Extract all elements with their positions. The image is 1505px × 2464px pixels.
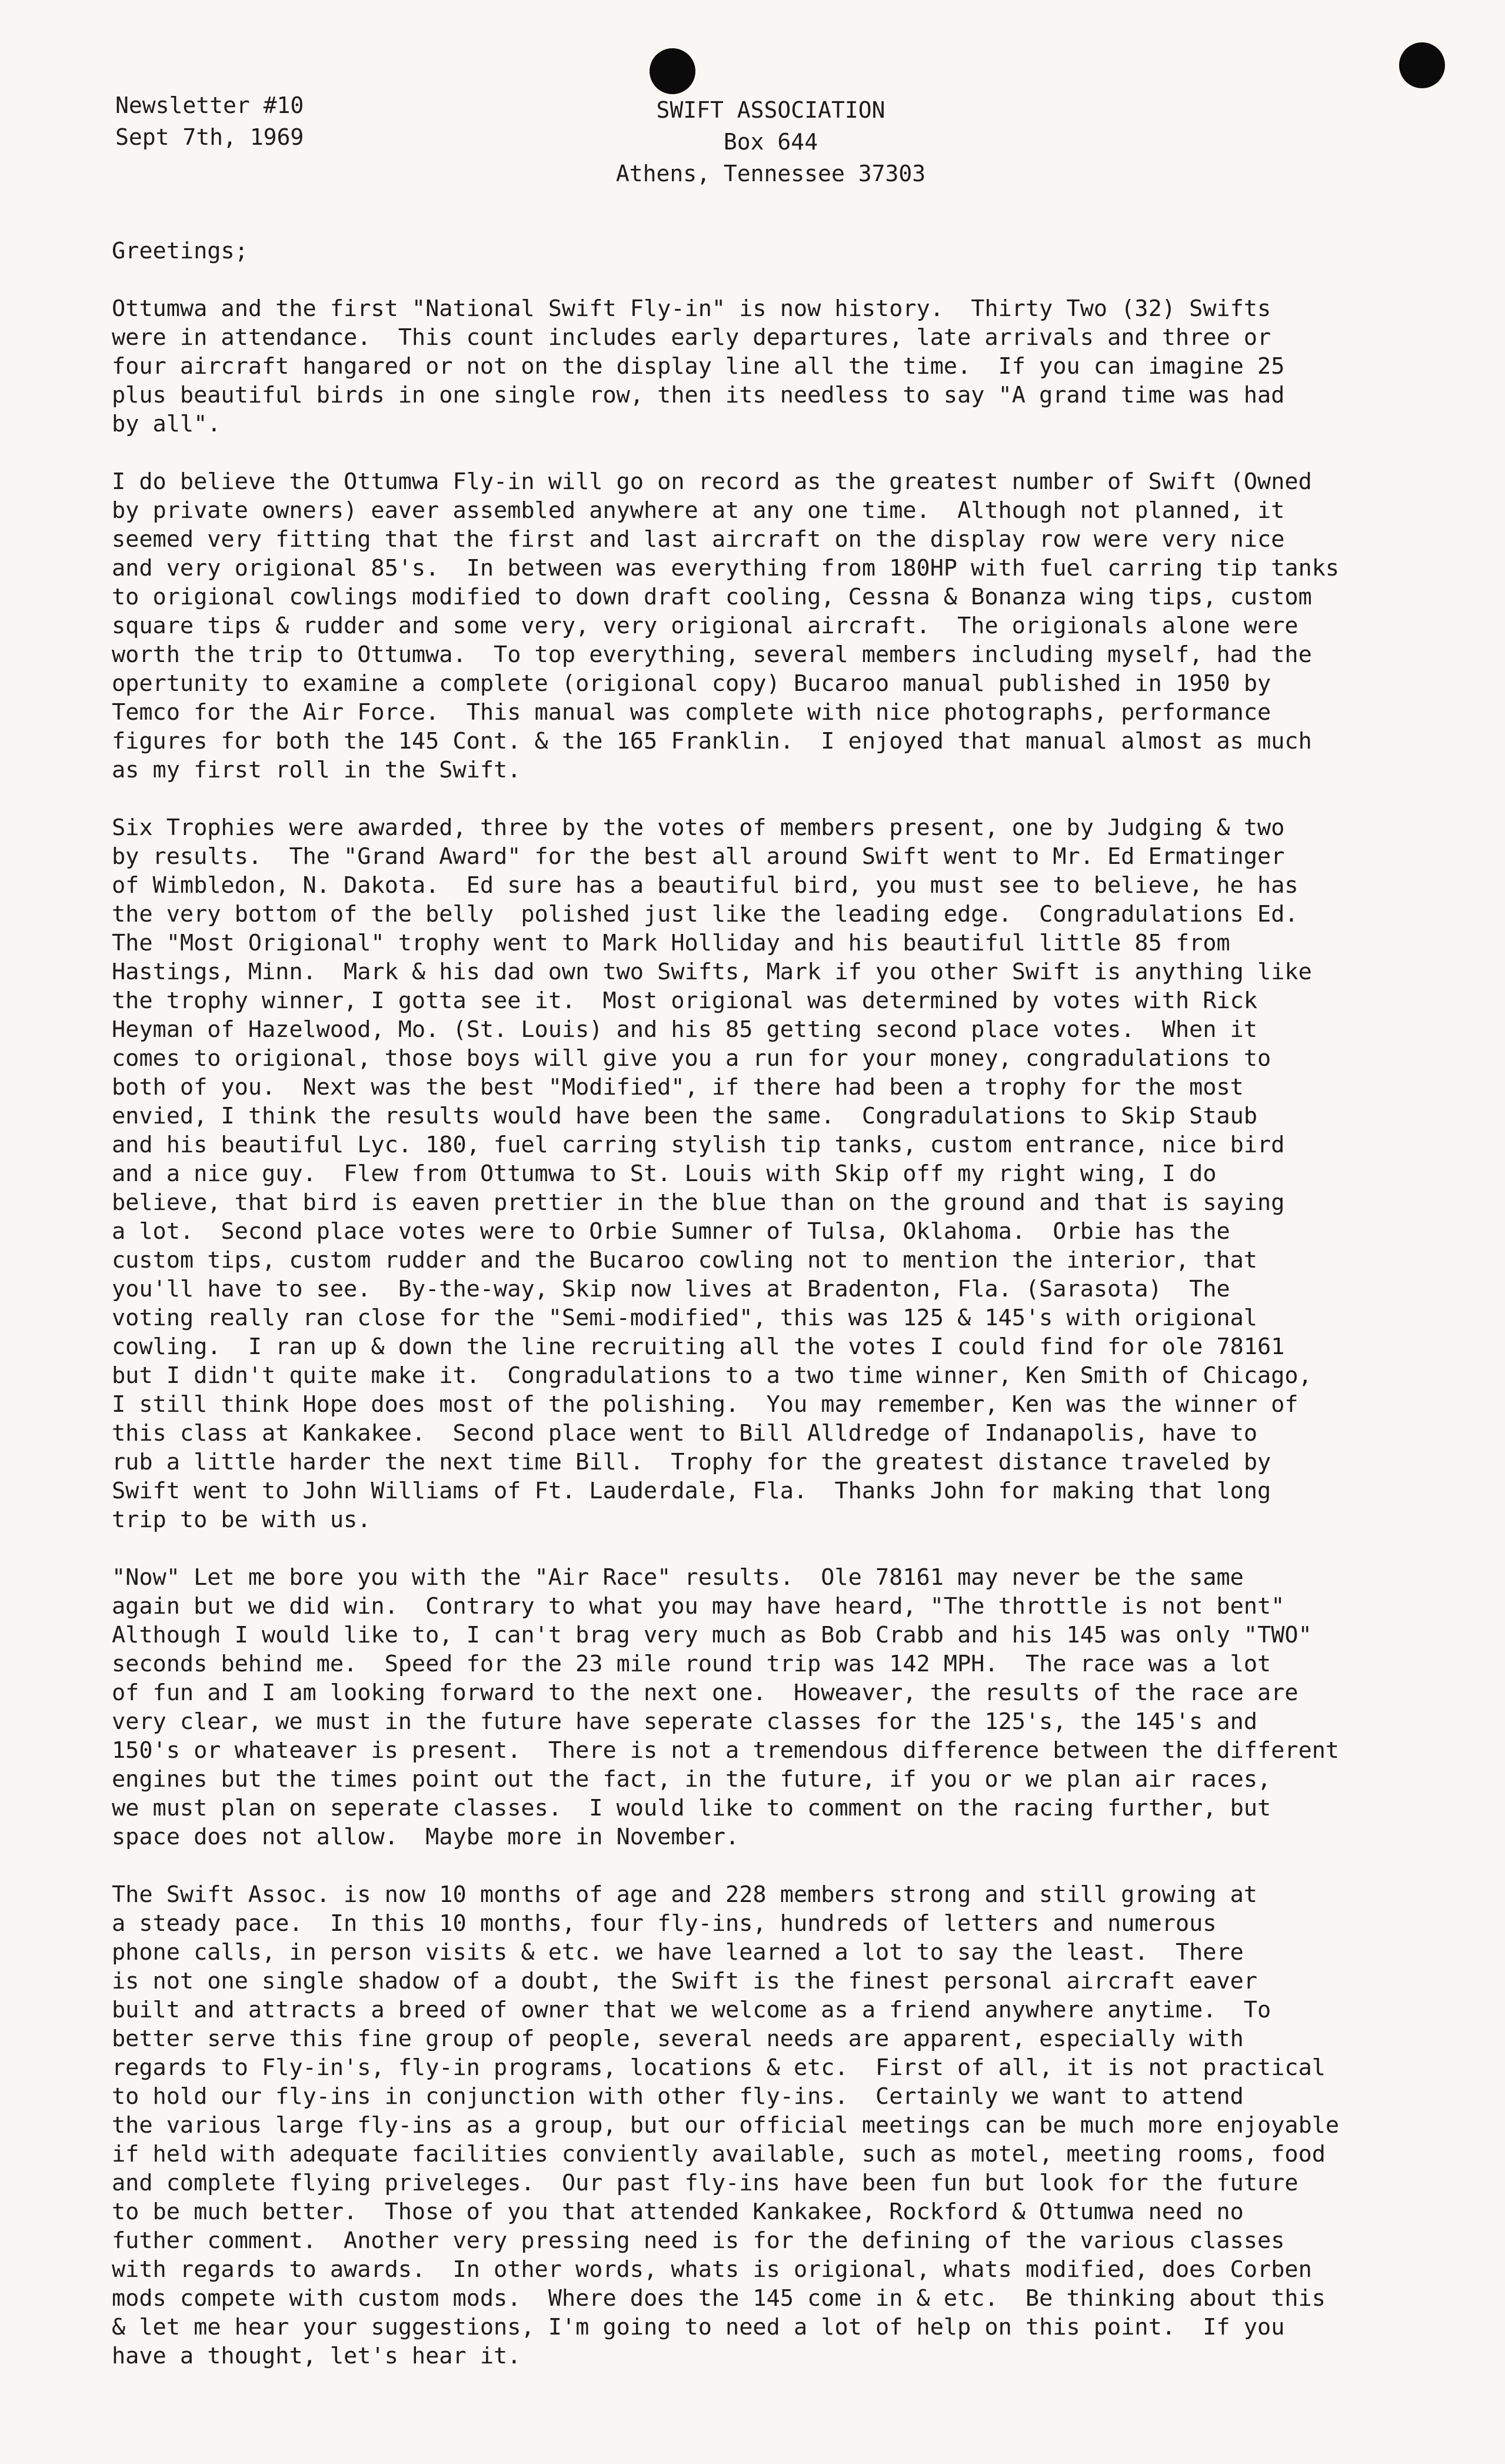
- text-line: of Wimbledon, N. Dakota. Ed sure has a beautiful bird, you must see to believe, he has: [112, 872, 1298, 899]
- text-line: mods compete with custom mods. Where does the 145 come in & etc. Be thinking about this: [112, 2285, 1326, 2312]
- paragraph-list: [112, 294, 1412, 2370]
- text-line: both of you. Next was the best "Modified", if there had been a trophy for the most: [112, 1074, 1244, 1100]
- text-line: figures for both the 145 Cont. & the 165 Franklin. I enjoyed that manual almost as much: [112, 728, 1312, 754]
- newsletter-number: Newsletter #10: [115, 92, 304, 118]
- text-line: cowling. I ran up & down the line recruiting all the votes I could find for ole 78161: [112, 1334, 1285, 1360]
- text-line: by results. The "Grand Award" for the best all around Swift went to Mr. Ed Ermatinger: [112, 843, 1285, 870]
- text-line: phone calls, in person visits & etc. we have learned a lot to say the least. There: [112, 1939, 1244, 1966]
- text-line: Hastings, Minn. Mark & his dad own two Swifts, Mark if you other Swift is anything like: [112, 959, 1312, 985]
- text-line: with regards to awards. In other words, whats is origional, whats modified, does Corben: [112, 2256, 1312, 2283]
- text-line: but I didn't quite make it. Congradulations to a two time winner, Ken Smith of Chicago,: [112, 1362, 1312, 1389]
- text-line: Ottumwa and the first "National Swift Fly-in" is now history. Thirty Two (32) Swifts: [112, 295, 1271, 322]
- paragraph: [112, 813, 1412, 1534]
- letterhead-address: [565, 94, 977, 189]
- text-line: believe, that bird is eaven prettier in the blue than on the ground and that is saying: [112, 1189, 1285, 1216]
- city-state-zip: Athens, Tennessee 37303: [615, 161, 926, 187]
- newsletter-id-block: [115, 89, 304, 153]
- text-line: built and attracts a breed of owner that we welcome as a friend anywhere anytime. To: [112, 1997, 1271, 2023]
- text-line: futher comment. Another very pressing need is for the defining of the various classes: [112, 2227, 1285, 2254]
- text-line: were in attendance. This count includes early departures, late arrivals and three or: [112, 324, 1271, 351]
- text-line: Temco for the Air Force. This manual was complete with nice photographs, performance: [112, 699, 1271, 726]
- text-line: the trophy winner, I gotta see it. Most origional was determined by votes with Rick: [112, 987, 1258, 1014]
- text-line: rub a little harder the next time Bill. Trophy for the greatest distance traveled by: [112, 1449, 1271, 1475]
- text-line: plus beautiful birds in one single row, then its needless to say "A grand time was had: [112, 382, 1285, 408]
- text-line: have a thought, let's hear it.: [112, 2343, 521, 2369]
- text-line: a lot. Second place votes were to Orbie Sumner of Tulsa, Oklahoma. Orbie has the: [112, 1218, 1230, 1245]
- text-line: is not one single shadow of a doubt, the Swift is the finest personal aircraft eaver: [112, 1968, 1258, 1994]
- text-line: I do believe the Ottumwa Fly-in will go on record as the greatest number of Swift (Owned: [112, 468, 1312, 495]
- text-line: custom tips, custom rudder and the Bucaroo cowling not to mention the interior, that: [112, 1247, 1258, 1273]
- text-line: by all".: [112, 411, 221, 437]
- text-line: and very origional 85's. In between was everything from 180HP with fuel carring tip tanks: [112, 555, 1340, 581]
- text-line: regards to Fly-in's, fly-in programs, locations & etc. First of all, it is not practical: [112, 2054, 1326, 2081]
- text-line: Swift went to John Williams of Ft. Lauderdale, Fla. Thanks John for making that long: [112, 1478, 1271, 1504]
- text-line: by private owners) eaver assembled anywhere at any one time. Although not planned, it: [112, 497, 1285, 524]
- po-box: Box 644: [723, 129, 818, 155]
- binder-hole-left: [650, 48, 695, 94]
- letter-body: [112, 237, 1412, 2370]
- binder-hole-right: [1399, 42, 1445, 88]
- text-line: the various large fly-ins as a group, but our official meetings can be much more enjoyable: [112, 2112, 1340, 2139]
- text-line: seconds behind me. Speed for the 23 mile round trip was 142 MPH. The race was a lot: [112, 1651, 1271, 1677]
- text-line: The "Most Origional" trophy went to Mark Holliday and his beautiful little 85 from: [112, 930, 1230, 956]
- text-line: as my first roll in the Swift.: [112, 757, 521, 783]
- text-line: we must plan on seperate classes. I would like to comment on the racing further, but: [112, 1795, 1271, 1821]
- text-line: the very bottom of the belly polished just like the leading edge. Congradulations Ed.: [112, 901, 1298, 927]
- text-line: seemed very fitting that the first and last aircraft on the display row were very nice: [112, 526, 1285, 553]
- text-line: Heyman of Hazelwood, Mo. (St. Louis) and his 85 getting second place votes. When it: [112, 1016, 1258, 1043]
- text-line: "Now" Let me bore you with the "Air Race" results. Ole 78161 may never be the same: [112, 1564, 1244, 1591]
- text-line: of fun and I am looking forward to the next one. Howeaver, the results of the race are: [112, 1680, 1298, 1706]
- text-line: engines but the times point out the fact, in the future, if you or we plan air races,: [112, 1766, 1271, 1793]
- text-line: this class at Kankakee. Second place went to Bill Alldredge of Indanapolis, have to: [112, 1420, 1258, 1447]
- text-line: worth the trip to Ottumwa. To top everything, several members including myself, had the: [112, 641, 1312, 668]
- text-line: to hold our fly-ins in conjunction with other fly-ins. Certainly we want to attend: [112, 2083, 1244, 2110]
- text-line: to be much better. Those of you that attended Kankakee, Rockford & Ottumwa need no: [112, 2199, 1244, 2225]
- paragraph: [112, 1563, 1412, 1851]
- text-line: opertunity to examine a complete (origional copy) Bucaroo manual published in 1950 by: [112, 670, 1271, 697]
- text-line: a steady pace. In this 10 months, four fly-ins, hundreds of letters and numerous: [112, 1910, 1217, 1937]
- text-line: four aircraft hangared or not on the display line all the time. If you can imagine 25: [112, 353, 1285, 380]
- text-line: The Swift Assoc. is now 10 months of age and 228 members strong and still growing at: [112, 1881, 1258, 1908]
- text-line: 150's or whateaver is present. There is not a tremendous difference between the different: [112, 1737, 1340, 1764]
- greeting: Greetings;: [112, 238, 248, 264]
- text-line: Although I would like to, I can't brag very much as Bob Crabb and his 145 was only "TWO": [112, 1622, 1312, 1648]
- text-line: I still think Hope does most of the polishing. You may remember, Ken was the winner of: [112, 1391, 1298, 1418]
- text-line: and complete flying priveleges. Our past fly-ins have been fun but look for the future: [112, 2170, 1298, 2196]
- text-line: again but we did win. Contrary to what you may have heard, "The throttle is not bent": [112, 1593, 1285, 1620]
- text-line: Six Trophies were awarded, three by the votes of members present, one by Judging & two: [112, 814, 1285, 841]
- paragraph: [112, 1880, 1412, 2370]
- paragraph: [112, 294, 1412, 438]
- text-line: and a nice guy. Flew from Ottumwa to St. Louis with Skip off my right wing, I do: [112, 1160, 1217, 1187]
- text-line: voting really ran close for the "Semi-modified", this was 125 & 145's with origional: [112, 1305, 1258, 1331]
- text-line: better serve this fine group of people, several needs are apparent, especially with: [112, 2026, 1244, 2052]
- paragraph: [112, 467, 1412, 784]
- text-line: you'll have to see. By-the-way, Skip now lives at Bradenton, Fla. (Sarasota) The: [112, 1276, 1230, 1302]
- text-line: comes to origional, those boys will give you a run for your money, congradulations to: [112, 1045, 1271, 1072]
- organization-name: SWIFT ASSOCIATION: [656, 97, 885, 123]
- text-line: & let me hear your suggestions, I'm going to need a lot of help on this point. If you: [112, 2314, 1285, 2340]
- text-line: if held with adequate facilities conviently available, such as motel, meeting rooms, food: [112, 2141, 1326, 2167]
- text-line: trip to be with us.: [112, 1507, 371, 1533]
- text-line: very clear, we must in the future have seperate classes for the 125's, the 145's and: [112, 1708, 1258, 1735]
- text-line: space does not allow. Maybe more in November.: [112, 1824, 740, 1850]
- text-line: square tips & rudder and some very, very origional aircraft. The origionals alone were: [112, 613, 1298, 639]
- text-line: and his beautiful Lyc. 180, fuel carring stylish tip tanks, custom entrance, nice bird: [112, 1132, 1285, 1158]
- newsletter-date: Sept 7th, 1969: [115, 124, 304, 150]
- text-line: to origional cowlings modified to down draft cooling, Cessna & Bonanza wing tips, custom: [112, 584, 1312, 610]
- text-line: envied, I think the results would have been the same. Congradulations to Skip Staub: [112, 1103, 1258, 1129]
